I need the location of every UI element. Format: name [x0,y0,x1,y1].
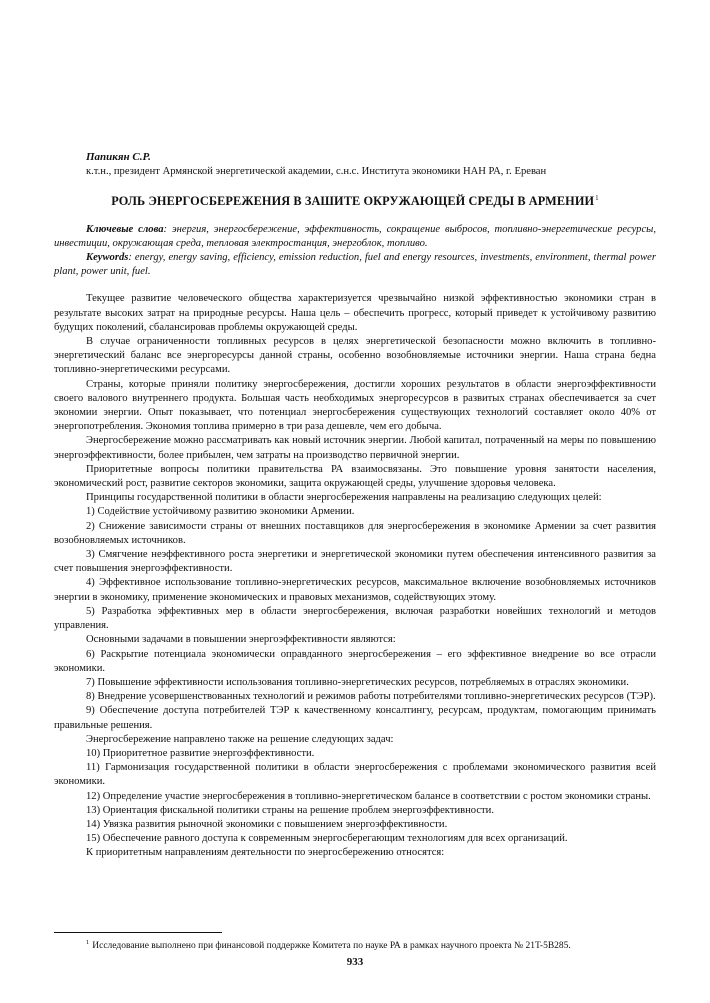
footnote-mark: 1 [86,939,90,946]
paragraph: К приоритетным направлениям деятельности по энергосбережению относятся: [86,847,445,859]
body-text [54,292,656,860]
paragraph: Текущее развитие человеческого общества характеризуется чрезвычайно низкой эффективностью экономики стран в результате высоких затрат на природные ресурсы. Наша цель – обеспечить прогресс, который приведет к устойчивому развитию будущих поколений, сбалансировав проблемы окружающей среды. [54,293,656,333]
list-item: 15) Обеспечение равного доступа к современным энергосберегающим технологиям для всех организаций. [86,833,568,845]
footnote-text: Исследование выполнено при финансовой поддержке Комитета по науке РА в рамках научного проекта № 21T-5B285. [92,941,571,951]
title-footnote-mark: 1 [595,194,599,203]
article-title [54,191,656,208]
page-number: 933 [346,956,364,968]
list-item: 1) Содействие устойчивому развитию экономики Армении. [86,506,355,518]
keywords-en-text: : energy, energy saving, efficiency, emission reduction, fuel and energy resources, investments, environment, thermal power plant, power unit, fuel. [54,252,656,278]
paragraph: Приоритетные вопросы политики правительства РА взаимосвязаны. Это повышение уровня занятости населения, экономический рост, развитие секторов экономики, защита окружающей среды, улучшение здоровья человека. [54,463,656,490]
paragraph: Энергосбережение направлено также на решение следующих задач: [86,733,394,745]
keywords-ru-text: : энергия, энергосбережение, эффективность, сокращение выбросов, топливно-энергетические ресурсы, инвестиции, окружающая среда, тепловая электростанция, энергоблок, топливо. [54,223,656,249]
list-item: 5) Разработка эффективных мер в области энергосбережения, включая разработки новейших технологий и методов управления. [54,605,656,632]
paragraph: Основными задачами в повышении энергоэффективности являются: [86,634,396,646]
list-item: 2) Снижение зависимости страны от внешних поставщиков для энергосбережения в экономике Армении за счет развития возобновляемых источников. [54,520,656,546]
footnote [86,939,571,951]
keywords-en-label: Keywords [86,252,129,264]
list-item: 11) Гармонизация государственной политики в области энергосбережения с проблемами экономического развития всей экономики. [54,762,656,788]
keywords-ru [54,223,656,251]
paragraph: Принципы государственной политики в области энергосбережения направлены на реализацию следующих целей: [86,492,602,504]
author-affiliation: к.т.н., президент Армянской энергетической академии, с.н.с. Института экономики НАН РА, г. Ереван [86,166,547,178]
list-item: 13) Ориентация фискальной политики страны на решение проблем энергоэффективности. [86,804,494,816]
list-item: 7) Повышение эффективности использования топливно-энергетических ресурсов, потребляемых в отраслях экономики. [86,676,629,688]
list-item: 6) Раскрытие потенциала экономически оправданного энергосбережения – его эффективное внедрение во все отрасли экономики. [54,648,656,674]
paragraph: В случае ограниченности топливных ресурсов в целях энергетической безопасности можно включить в топливно-энергетический баланс все энергоресурсы данной страны, особенно возобновляемые источники энергии. Наша страна бедна топливно-энергетическими ресурсами. [54,336,656,376]
paragraph: Энергосбережение можно рассматривать как новый источник энергии. Любой капитал, потраченный на меры по повышению энергоэффективности, более прибылен, чем затраты на производство первичной энергии. [54,435,656,461]
keywords-ru-label: Ключевые слова [86,223,164,235]
title-text: РОЛЬ ЭНЕРГОСБЕРЕЖЕНИЯ В ЗАШИТЕ ОКРУЖАЮЩЕЙ СРЕДЫ В АРМЕНИИ [111,194,595,209]
article-body [54,150,656,861]
keywords-en [54,251,656,279]
list-item: 4) Эффективное использование топливно-энергетических ресурсов, максимальное включение возобновляемых источников энергии в экономику, применение экономических и правовых механизмов, содействующих этому. [54,577,656,603]
list-item: 9) Обеспечение доступа потребителей ТЭР к качественному консалтингу, ресурсам, продуктам, помогающим принимать правильные решения. [54,705,656,731]
footnote-divider [54,932,222,933]
list-item: 12) Определение участие энергосбережения в топливно-энергетическом балансе в соответствии с ростом экономики страны. [86,790,651,802]
list-item: 14) Увязка развития рыночной экономики с повышением энергоэффективности. [86,818,448,830]
list-item: 8) Внедрение усовершенствованных технологий и режимов работы потребителями топливно-энергетических ресурсов (ТЭР). [86,691,656,703]
list-item: 10) Приоритетное развитие энергоэффективности. [86,747,315,759]
paragraph: Страны, которые приняли политику энергосбережения, достигли хороших результатов в области энергоэффективности своего валового внутреннего продукта. Большая часть необходимых энергоресурсов в развитых странах обеспечивается за счет экономии энергии. Опыт показывает, что потенциал энергосбережения существующих технологий составляет около 40% от энергопотребления. Экономия топлива примерно в три раза дешевле, чем его добыча. [54,378,656,433]
author-name: Папикян С.Р. [86,151,151,163]
list-item: 3) Смягчение неэффективного роста энергетики и энергетической экономики путем обеспечения интенсивного развития за счет повышения энергоэффективности. [54,549,656,575]
